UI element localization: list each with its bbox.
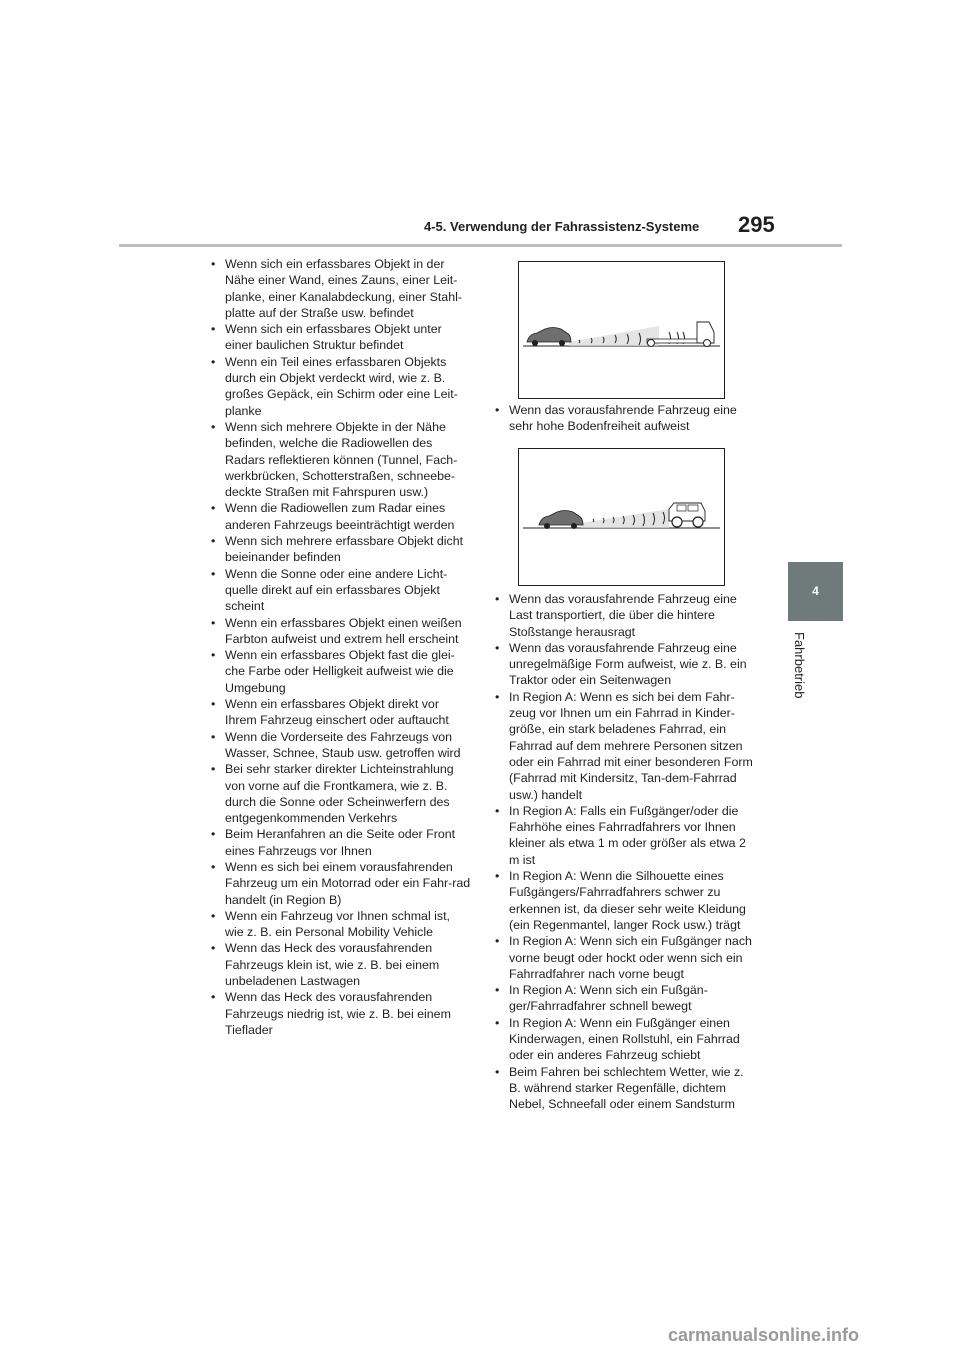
bullet-item: • Wenn das vorausfahrende Fahrzeug eine sehr hohe Bodenfreiheit aufweist [493,402,755,435]
bullet-item: • Wenn die Radiowellen zum Radar eines anderen Fahrzeugs beeinträchtigt werden [209,500,471,533]
bullet-item: • Wenn ein Teil eines erfassbaren Objekts durch ein Objekt verdeckt wird, wie z. B. großes Gepäck, ein Schirm oder eine Leit-planke [209,354,471,419]
bullet-item: • Wenn die Vorderseite des Fahrzeugs von Wasser, Schnee, Staub usw. getroffen wird [209,729,471,762]
bullet-item: • In Region A: Wenn sich ein Fußgän-ger/Fahrradfahrer schnell bewegt [493,982,755,1015]
bullet-item: • In Region A: Falls ein Fußgänger/oder die Fahrhöhe eines Fahrradfahrers vor Ihnen kleiner als etwa 1 m oder größer als etwa 2 m ist [493,803,755,868]
bullet-item: • In Region A: Wenn die Silhouette eines Fußgängers/Fahrradfahrers schwer zu erkennen ist, da dieser sehr weite Kleidung (ein Regenmantel, langer Rock usw.) trägt [493,868,755,933]
bullet-item: • Wenn die Sonne oder eine andere Licht-quelle direkt auf ein erfassbares Objekt scheint [209,566,471,615]
left-bullet-list [209,256,471,1038]
header-rule [119,244,842,247]
bullet-item: • Bei sehr starker direkter Lichteinstrahlung von vorne auf die Frontkamera, wie z. B. durch die Sonne oder Scheinwerfern des entgegenkommenden Verkehrs [209,761,471,826]
bullet-item: • Beim Heranfahren an die Seite oder Front eines Fahrzeugs vor Ihnen [209,826,471,859]
bullet-item: • In Region A: Wenn sich ein Fußgänger nach vorne beugt oder hockt oder wenn sich ein Fahrradfahrer nach vorne beugt [493,933,755,982]
bullet-item: • Wenn ein erfassbares Objekt fast die glei-che Farbe oder Helligkeit aufweist wie die Umgebung [209,647,471,696]
bullet-item: • Wenn ein Fahrzeug vor Ihnen schmal ist, wie z. B. ein Personal Mobility Vehicle [209,908,471,941]
bullet-item: • Wenn es sich bei einem vorausfahrenden Fahrzeug um ein Motorrad oder ein Fahr-rad handelt (in Region B) [209,859,471,908]
bullet-item: • In Region A: Wenn es sich bei dem Fahr-zeug vor Ihnen um ein Fahrrad in Kinder-größe, ein stark beladenes Fahrrad, ein Fahrrad auf dem mehrere Personen sitzen oder ein Fahrrad mit einer besonderen Form (Fahrrad mit Kindersitz, Tan-dem-Fahrrad usw.) handelt [493,689,755,803]
figure-high-clearance [518,448,725,586]
illustration-high-clearance [519,449,724,585]
right-bullet-list-b [493,591,755,1113]
chapter-label: Fahrbetrieb [792,632,807,699]
bullet-item: • Wenn sich ein erfassbares Objekt unter einer baulichen Struktur befindet [209,321,471,354]
chapter-number: 4 [812,584,819,598]
bullet-item: • Wenn das Heck des vorausfahrenden Fahrzeugs niedrig ist, wie z. B. bei einem Tieflader [209,989,471,1038]
right-bullet-list-a [493,402,755,435]
bullet-item: • Wenn das vorausfahrende Fahrzeug eine Last transportiert, die über die hintere Stoßstange herausragt [493,591,755,640]
illustration-low-trailer [519,262,724,398]
bullet-item: • Wenn ein erfassbares Objekt direkt vor Ihrem Fahrzeug einschert oder auftaucht [209,696,471,729]
bullet-item: • Wenn das vorausfahrende Fahrzeug eine unregelmäßige Form aufweist, wie z. B. ein Traktor oder ein Seitenwagen [493,640,755,689]
bullet-item: • Wenn das Heck des vorausfahrenden Fahrzeugs klein ist, wie z. B. bei einem unbeladenen Lastwagen [209,940,471,989]
bullet-item: • Beim Fahren bei schlechtem Wetter, wie z. B. während starker Regenfälle, dichtem Nebel, Schneefall oder einem Sandsturm [493,1064,755,1113]
bullet-item: • Wenn sich mehrere Objekte in der Nähe befinden, welche die Radiowellen des Radars reflektieren können (Tunnel, Fach-werkbrücken, Schotterstraßen, schneebe-deckte Straßen mit Fahrspuren usw.) [209,419,471,500]
page-number: 295 [738,212,775,237]
chapter-tab[interactable] [788,562,843,621]
section-header: 4-5. Verwendung der Fahrassistenz-Systeme [424,219,700,234]
bullet-item: • In Region A: Wenn ein Fußgänger einen Kinderwagen, einen Rollstuhl, ein Fahrrad oder ein anderes Fahrzeug schiebt [493,1015,755,1064]
watermark: carmanualsonline.info [668,1325,860,1345]
bullet-item: • Wenn sich mehrere erfassbare Objekt dicht beieinander befinden [209,533,471,566]
bullet-item: • Wenn ein erfassbares Objekt einen weißen Farbton aufweist und extrem hell erscheint [209,615,471,648]
bullet-item: • Wenn sich ein erfassbares Objekt in der Nähe einer Wand, eines Zauns, einer Leit-planke, einer Kanalabdeckung, einer Stahl-platte auf der Straße usw. befindet [209,256,471,321]
figure-low-trailer [518,261,725,399]
